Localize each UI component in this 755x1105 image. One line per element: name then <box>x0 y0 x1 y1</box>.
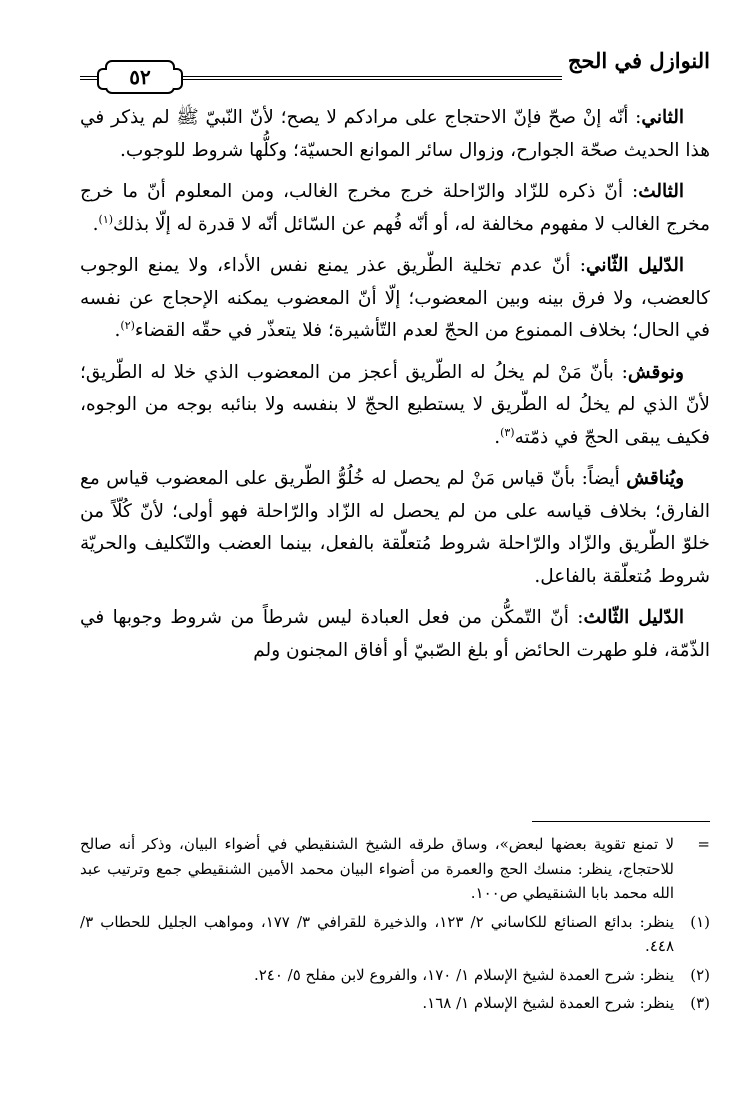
body-text <box>80 102 710 676</box>
footnote-marker: (١) <box>690 912 710 931</box>
paragraph-text: : أنّ ذكره للزّاد والرّاحلة خرج مخرج الغالب، ومن المعلوم أنّ ما خرج مخرج الغالب لا مفهوم مخالفة له، أو أنّه فُهم عن السّائل أنّه لا قدرة له إلّا بذلك <box>80 181 710 235</box>
footnote-text: ينظر: شرح العمدة لشيخ الإسلام ١/ ١٧٠، والفروع لابن مفلح ٥/ ٢٤٠. <box>253 965 674 984</box>
book-page <box>80 40 710 1080</box>
footnote-3 <box>80 991 710 1016</box>
footnote-separator <box>532 821 710 822</box>
footnote-2 <box>80 963 710 988</box>
paragraph-tail: . <box>114 320 121 341</box>
footnote-1 <box>80 910 710 959</box>
footnote-ref-3[interactable]: (٣) <box>500 425 515 439</box>
page-number: ٥٢ <box>105 60 175 94</box>
paragraph-text: : أنّ عدم تخلية الطّريق عذر يمنع نفس الأداء، ولا يمنع الوجوب كالعضب، ولا فرق بينه وبين المعضوب؛ إلّا أنّ المعضوب يمكنه الإحجاج عن نفسه في الحال؛ بخلاف الممنوع من الحجّ لعدم التّأشيرة؛ فلا يتعذّر في حقّه القضاء <box>80 255 710 341</box>
page-header <box>80 40 710 100</box>
paragraph-lead: ويُناقش <box>626 468 684 489</box>
footnote-marker: (٢) <box>690 965 710 984</box>
paragraph-discussion <box>80 357 710 455</box>
paragraph-tail: . <box>92 213 99 235</box>
paragraph-text: : أنّه إنْ صحّ فإنّ الاحتجاج على مرادكم لا يصح؛ لأنّ النّبيّ ﷺ لم يذكر في هذا الحديث صحّة الجوارح، وزوال سائر الموانع الحسيّة؛ وكلُّها شروط للوجوب. <box>80 107 710 161</box>
paragraph-lead: الدّليل الثّاني <box>585 255 684 276</box>
paragraph-tail: . <box>494 426 501 448</box>
footnote-ref-1[interactable]: (١) <box>98 212 114 226</box>
paragraph-third-objection <box>80 176 710 241</box>
paragraph-text: : أنّ التّمكُّن من فعل العبادة ليس شرطاً من شروط وجوبها في الذّمّة، فلو طهرت الحائض أو بلغ الصّبيّ أو أفاق المجنون ولم <box>80 607 710 661</box>
paragraph-text: أيضاً: بأنّ قياس مَنْ لم يحصل له خُلُوُّ الطّريق على المعضوب قياس مع الفارق؛ بخلاف قياسه على من لم يحصل له الزّاد والرّاحلة فهو أولى؛ لأنّ كُلّاً من خلوّ الطّريق والزّاد والرّاحلة شروط مُتعلّقة بالفعل، بينما العضب والتّكليف والحريّة شروط مُتعلّقة بالفاعل. <box>80 468 711 587</box>
footnote-text: ينظر: بدائع الصنائع للكاساني ٢/ ١٢٣، والذخيرة للقرافي ٣/ ١٧٧، ومواهب الجليل للحطاب ٣/ ٤٤٨. <box>80 912 674 955</box>
footnote-ref-2[interactable]: (٢) <box>120 318 135 332</box>
paragraph-lead: الدّليل الثّالث <box>583 607 684 628</box>
footnote-marker: = <box>697 835 710 853</box>
footnote-text: لا تمنع تقوية بعضها لبعض»، وساق طرقه الشيخ الشنقيطي في أضواء البيان، وذكر أنه صالح للاحتجاج، ينظر: منسك الحج والعمرة من أضواء البيان محمد الأمين الشنقيطي جمع وترتيب عبد الله محمد بابا الشنقيطي ص١٠٠. <box>80 835 674 902</box>
paragraph-lead: الثاني <box>641 107 684 128</box>
footnotes <box>80 832 710 1020</box>
paragraph-further-discussion <box>80 463 710 593</box>
running-title: النوازل في الحج <box>567 48 710 73</box>
paragraph-lead: الثالث <box>638 181 684 202</box>
footnote-marker: (٣) <box>690 994 710 1012</box>
footnote-text: ينظر: شرح العمدة لشيخ الإسلام ١/ ١٦٨. <box>422 994 674 1012</box>
paragraph-lead: ونوقش <box>627 361 684 383</box>
paragraph-second-objection <box>80 102 710 167</box>
paragraph-second-evidence <box>80 250 710 348</box>
paragraph-text: : بأنّ مَنْ لم يخلُ له الطّريق أعجز من المعضوب الذي خلا له الطّريق؛ لأنّ الذي لم يخلُ له الطّريق لا يستطيع الحجّ لا بنفسه ولا بنائبه بوجه من الوجوه، فكيف يبقى الحجّ في ذمّته <box>80 361 710 448</box>
footnote-continuation <box>80 832 710 906</box>
paragraph-third-evidence <box>80 602 710 667</box>
